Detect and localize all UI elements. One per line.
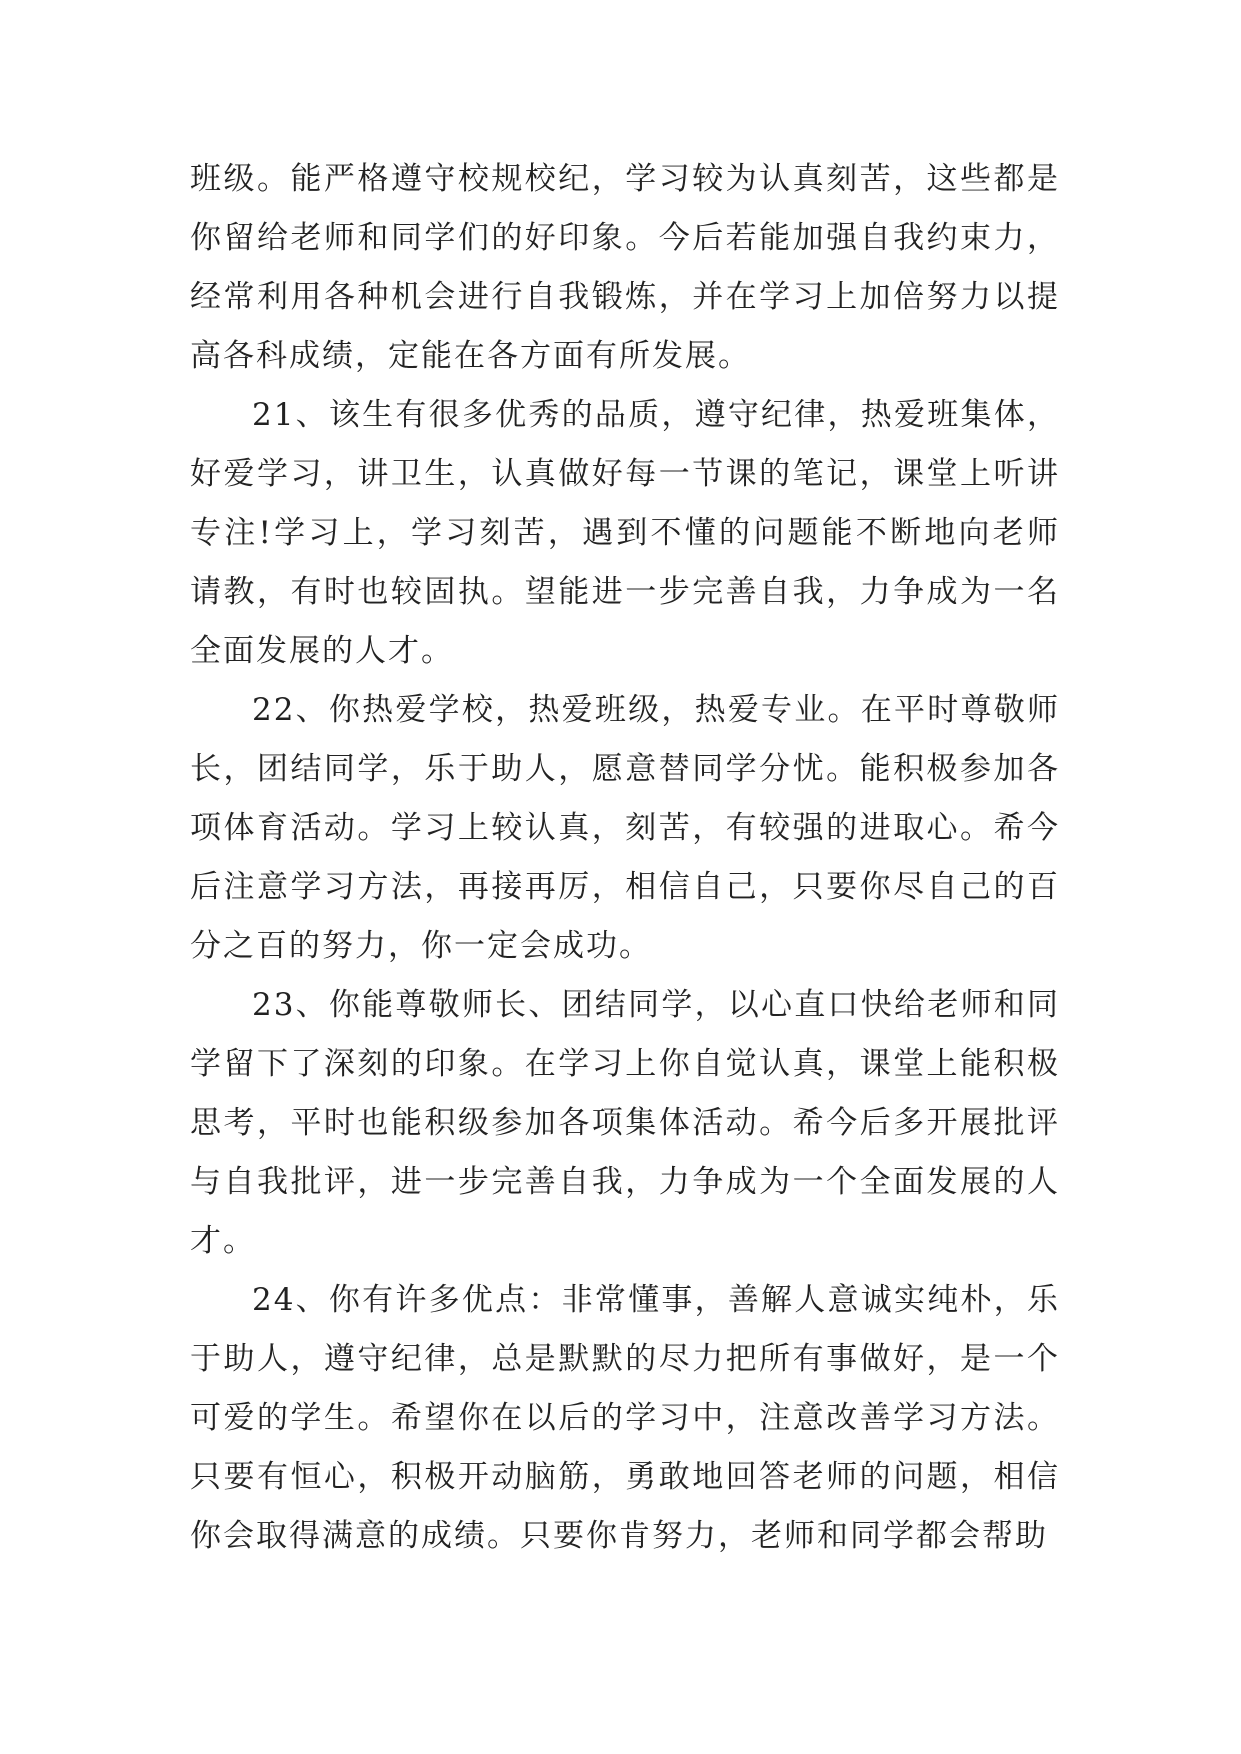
paragraph-continuation: 班级。能严格遵守校规校纪，学习较为认真刻苦，这些都是你留给老师和同学们的好印象。今后若能加强自我约束力，经常利用各种机会进行自我锻炼，并在学习上加倍努力以提高各科成绩，定能在各方面有所发展。: [190, 161, 1060, 374]
paragraph-comment-23: 23、你能尊敬师长、团结同学，以心直口快给老师和同学留下了深刻的印象。在学习上你自觉认真，课堂上能积极思考，平时也能积级参加各项集体活动。希今后多开展批评与自我批评，进一步完善自我，力争成为一个全面发展的人才。: [190, 987, 1060, 1259]
paragraph-comment-22: 22、你热爱学校，热爱班级，热爱专业。在平时尊敬师长，团结同学，乐于助人，愿意替同学分忧。能积极参加各项体育活动。学习上较认真，刻苦，有较强的进取心。希今后注意学习方法，再接再厉，相信自己，只要你尽自己的百分之百的努力，你一定会成功。: [190, 692, 1060, 964]
paragraph-comment-21: 21、该生有很多优秀的品质，遵守纪律，热爱班集体，好爱学习，讲卫生，认真做好每一节课的笔记，课堂上听讲专注!学习上，学习刻苦，遇到不懂的问题能不断地向老师请教，有时也较固执。望能进一步完善自我，力争成为一名全面发展的人才。: [190, 397, 1060, 669]
paragraph-comment-24: 24、你有许多优点：非常懂事，善解人意诚实纯朴，乐于助人，遵守纪律，总是默默的尽力把所有事做好，是一个可爱的学生。希望你在以后的学习中，注意改善学习方法。只要有恒心，积极开动脑筋，勇敢地回答老师的问题，相信你会取得满意的成绩。只要你肯努力，老师和同学都会帮助: [190, 1282, 1060, 1554]
document-body: [190, 150, 1060, 1566]
